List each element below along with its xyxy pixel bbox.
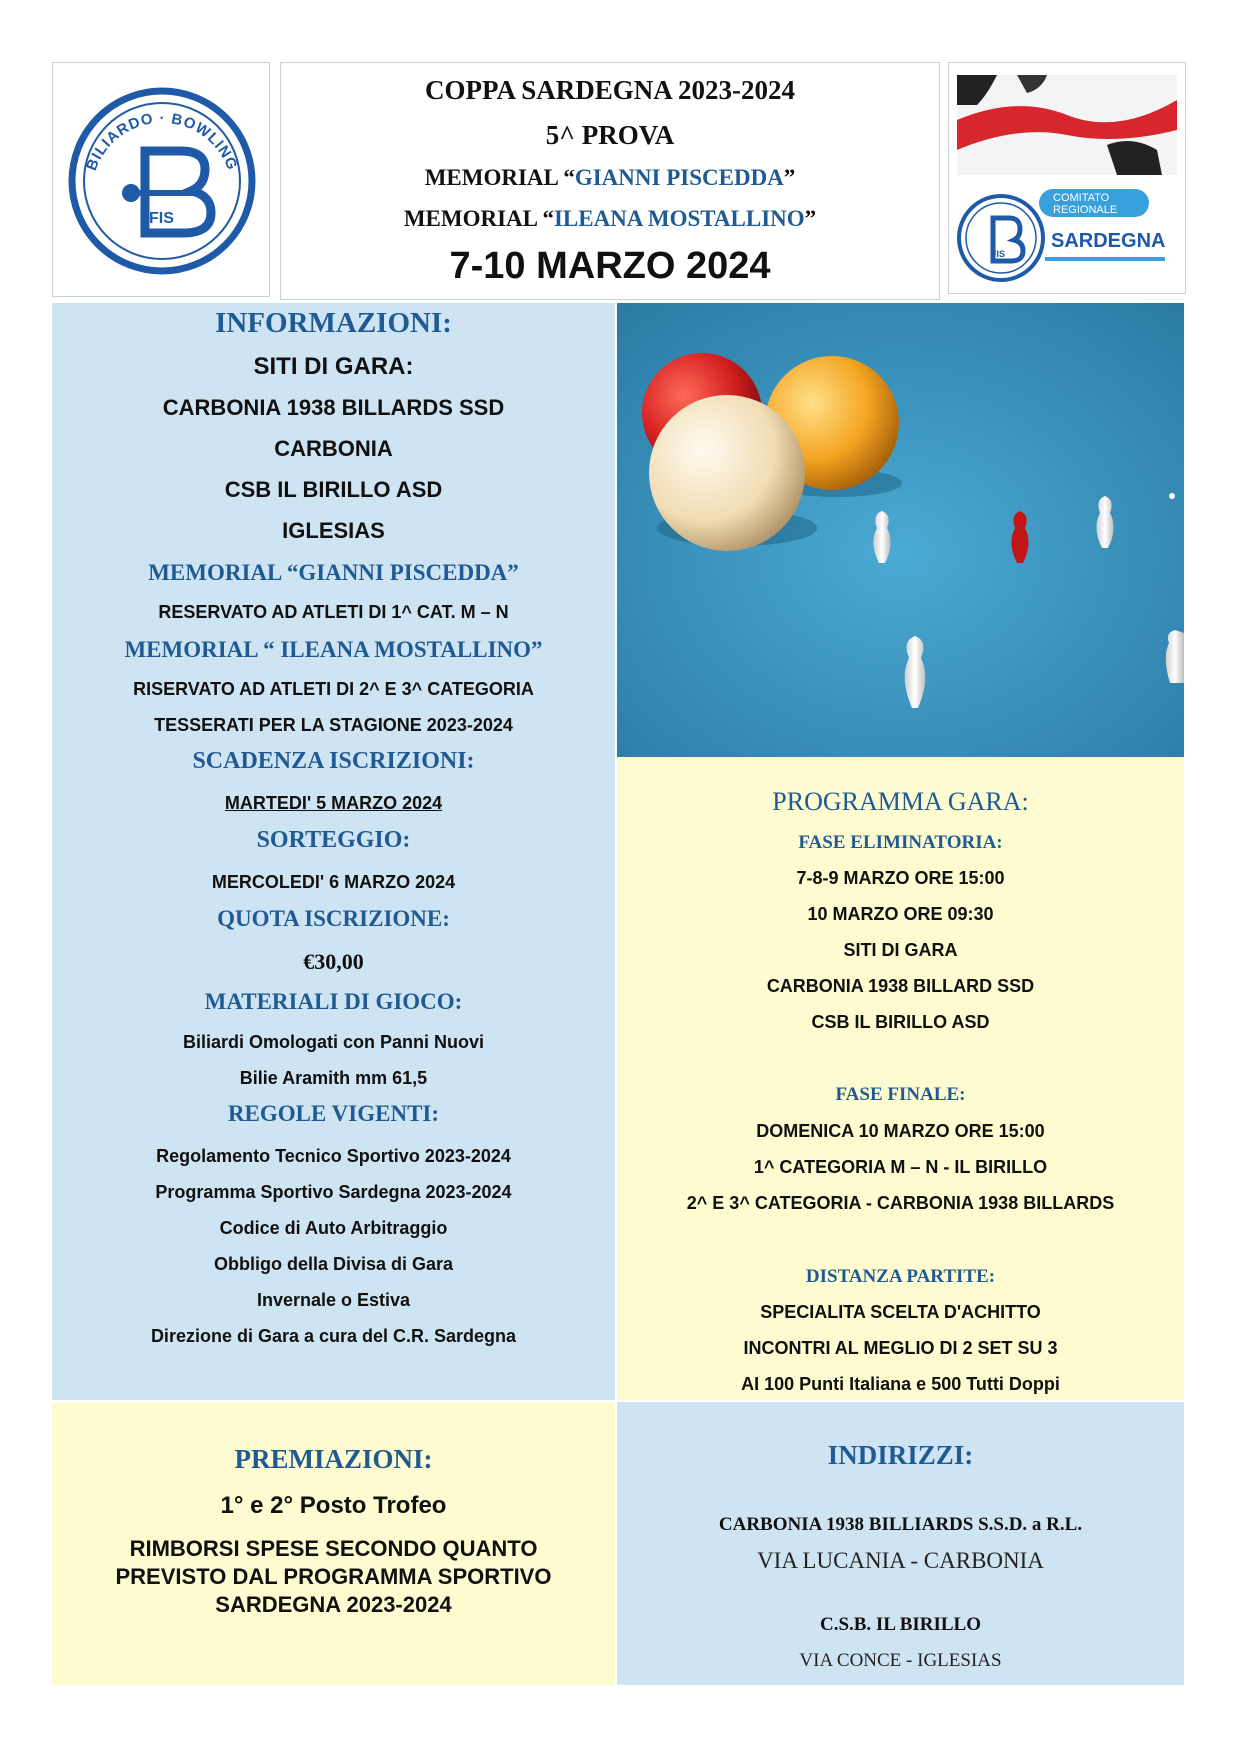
prizes-panel xyxy=(52,1402,615,1685)
final-1: DOMENICA 10 MARZO ORE 15:00 xyxy=(756,1121,1045,1141)
elim-3: SITI DI GARA xyxy=(843,940,958,960)
rules-5: Invernale o Estiva xyxy=(256,1290,411,1310)
logo-left-box xyxy=(52,62,270,297)
elim-heading: FASE ELIMINATORIA: xyxy=(798,832,1003,853)
badge-line-1: COMITATO xyxy=(1053,192,1110,204)
site-2-city: IGLESIAS xyxy=(282,518,385,543)
billiard-photo xyxy=(617,303,1184,757)
program-heading: PROGRAMMA GARA: xyxy=(772,787,1029,816)
materials-1: Biliardi Omologati con Panni Nuovi xyxy=(182,1032,485,1052)
memorial-2-text-1: RISERVATO AD ATLETI DI 2^ E 3^ CATEGORIA xyxy=(133,679,534,699)
draw-text: MERCOLEDI' 6 MARZO 2024 xyxy=(211,872,456,892)
program-panel xyxy=(617,757,1184,1400)
elim-4: CARBONIA 1938 BILLARD SSD xyxy=(766,976,1035,996)
dist-heading: DISTANZA PARTITE: xyxy=(805,1266,996,1287)
materials-heading: MATERIALI DI GIOCO: xyxy=(204,989,463,1014)
memorial-2-suffix: ” xyxy=(804,206,817,231)
prizes-line-4: SARDEGNA 2023-2024 xyxy=(215,1592,452,1617)
elim-1: 7-8-9 MARZO ORE 15:00 xyxy=(796,868,1005,888)
event-round: 5^ PROVA xyxy=(545,120,675,150)
memorial-1-prefix: MEMORIAL “ xyxy=(424,165,575,190)
venue-2-address: VIA CONCE - IGLESIAS xyxy=(799,1650,1002,1671)
prizes-line-2: RIMBORSI SPESE SECONDO QUANTO xyxy=(129,1536,538,1561)
sites-label: SITI DI GARA: xyxy=(253,353,414,380)
site-1-city: CARBONIA xyxy=(274,436,393,461)
dist-1: SPECIALITA SCELTA D'ACHITTO xyxy=(760,1302,1041,1322)
fee-heading: QUOTA ISCRIZIONE: xyxy=(217,906,450,931)
elim-5: CSB IL BIRILLO ASD xyxy=(811,1012,990,1032)
badge-initials: FIS xyxy=(991,249,1006,259)
deadline-heading: SCADENZA ISCRIZIONI: xyxy=(192,748,475,774)
memorial-2-text-2: TESSERATI PER LA STAGIONE 2023-2024 xyxy=(154,715,513,735)
deadline-text: MARTEDI' 5 MARZO 2024 xyxy=(224,793,443,813)
elim-2: 10 MARZO ORE 09:30 xyxy=(807,904,994,924)
logo-initials: FIS xyxy=(149,210,174,227)
memorial-2-heading: MEMORIAL “ ILEANA MOSTALLINO” xyxy=(124,637,543,662)
header-memorial-2 xyxy=(281,206,939,232)
memorial-2-name: ILEANA MOSTALLINO xyxy=(553,206,805,231)
addresses-heading: INDIRIZZI: xyxy=(827,1440,974,1470)
comitato-regionale-logo xyxy=(949,183,1185,293)
header-memorial-1 xyxy=(281,165,939,191)
draw-heading: SORTEGGIO: xyxy=(256,827,411,853)
memorial-1-name: GIANNI PISCEDDA xyxy=(574,165,784,190)
prizes-heading: PREMIAZIONI: xyxy=(234,1444,433,1474)
rules-4: Obbligo della Divisa di Gara xyxy=(213,1254,454,1274)
rules-1: Regolamento Tecnico Sportivo 2023-2024 xyxy=(156,1146,511,1166)
event-dates: 7-10 MARZO 2024 xyxy=(449,245,771,287)
final-2: 1^ CATEGORIA M – N - IL BIRILLO xyxy=(753,1157,1048,1177)
rules-heading: REGOLE VIGENTI: xyxy=(227,1101,440,1126)
info-heading: INFORMAZIONI: xyxy=(215,307,452,339)
venue-2: C.S.B. IL BIRILLO xyxy=(819,1614,982,1635)
prizes-line-1: 1° e 2° Posto Trofeo xyxy=(220,1492,447,1519)
badge-line-2: REGIONALE xyxy=(1053,204,1118,216)
logo-arc-text: BILIARDO · BOWLING xyxy=(83,109,241,174)
prizes-line-3: PREVISTO DAL PROGRAMMA SPORTIVO xyxy=(115,1564,552,1589)
dist-2: INCONTRI AL MEGLIO DI 2 SET SU 3 xyxy=(743,1338,1058,1358)
sardegna-flag-graphic xyxy=(957,75,1193,185)
fis-logo xyxy=(53,63,271,298)
info-panel xyxy=(52,303,615,1400)
final-3: 2^ E 3^ CATEGORIA - CARBONIA 1938 BILLARDS xyxy=(686,1193,1115,1213)
rules-6: Direzione di Gara a cura del C.R. Sardegna xyxy=(150,1326,517,1346)
rules-3: Codice di Auto Arbitraggio xyxy=(219,1218,448,1238)
event-title: COPPA SARDEGNA 2023-2024 xyxy=(424,75,795,105)
header-title-box xyxy=(280,62,940,300)
memorial-2-prefix: MEMORIAL “ xyxy=(403,206,554,231)
dist-3: AI 100 Punti Italiana e 500 Tutti Doppi xyxy=(741,1374,1060,1394)
badge-region: SARDEGNA xyxy=(1051,230,1166,252)
memorial-1-heading: MEMORIAL “GIANNI PISCEDDA” xyxy=(148,560,519,585)
final-heading: FASE FINALE: xyxy=(835,1084,966,1105)
venue-1: CARBONIA 1938 BILLIARDS S.S.D. a R.L. xyxy=(718,1514,1083,1535)
site-1: CARBONIA 1938 BILLARDS SSD xyxy=(162,395,505,420)
rules-2: Programma Sportivo Sardegna 2023-2024 xyxy=(155,1182,512,1202)
logo-right-box xyxy=(948,62,1186,294)
venue-1-address: VIA LUCANIA - CARBONIA xyxy=(757,1548,1044,1573)
memorial-1-text: RESERVATO AD ATLETI DI 1^ CAT. M – N xyxy=(158,602,509,622)
fee-text: €30,00 xyxy=(303,949,364,974)
materials-2: Bilie Aramith mm 61,5 xyxy=(239,1068,428,1088)
site-2: CSB IL BIRILLO ASD xyxy=(224,477,443,502)
addresses-panel xyxy=(617,1402,1184,1685)
memorial-1-suffix: ” xyxy=(783,165,796,190)
